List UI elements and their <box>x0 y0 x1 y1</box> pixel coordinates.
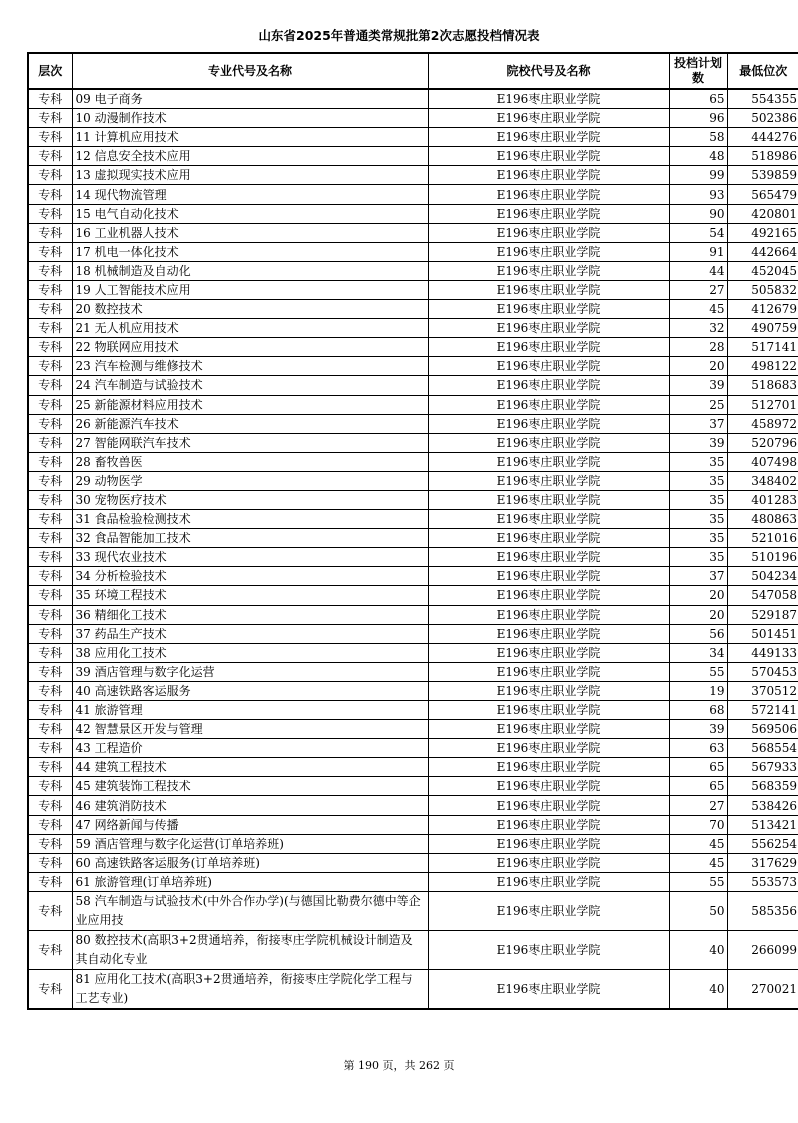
cell-school: E196枣庄职业学院 <box>428 261 669 280</box>
table-row <box>28 529 798 548</box>
cell-plan: 27 <box>669 280 727 299</box>
table-row <box>28 128 798 147</box>
cell-school: E196枣庄职业学院 <box>428 662 669 681</box>
cell-major: 36 精细化工技术 <box>72 605 428 624</box>
table-row <box>28 720 798 739</box>
table-header-row <box>28 53 798 89</box>
cell-major: 11 计算机应用技术 <box>72 128 428 147</box>
cell-rank: 401283 <box>727 490 798 509</box>
cell-school: E196枣庄职业学院 <box>428 433 669 452</box>
cell-school: E196枣庄职业学院 <box>428 796 669 815</box>
cell-major: 37 药品生产技术 <box>72 624 428 643</box>
cell-level: 专科 <box>28 796 72 815</box>
cell-school: E196枣庄职业学院 <box>428 223 669 242</box>
cell-school: E196枣庄职业学院 <box>428 204 669 223</box>
cell-major: 22 物联网应用技术 <box>72 338 428 357</box>
cell-level: 专科 <box>28 280 72 299</box>
cell-rank: 520796 <box>727 433 798 452</box>
table-row <box>28 548 798 567</box>
table-row <box>28 930 798 969</box>
cell-school: E196枣庄职业学院 <box>428 319 669 338</box>
cell-rank: 518986 <box>727 147 798 166</box>
cell-major: 33 现代农业技术 <box>72 548 428 567</box>
cell-level: 专科 <box>28 891 72 930</box>
table-row <box>28 319 798 338</box>
cell-level: 专科 <box>28 300 72 319</box>
table-row <box>28 452 798 471</box>
cell-school: E196枣庄职业学院 <box>428 300 669 319</box>
header-level: 层次 <box>28 53 72 89</box>
cell-major: 80 数控技术(高职3+2贯通培养，衔接枣庄学院机械设计制造及其自动化专业 <box>72 930 428 969</box>
cell-school: E196枣庄职业学院 <box>428 643 669 662</box>
cell-plan: 91 <box>669 242 727 261</box>
cell-plan: 28 <box>669 338 727 357</box>
table-row <box>28 376 798 395</box>
cell-rank: 572141 <box>727 701 798 720</box>
cell-plan: 20 <box>669 605 727 624</box>
cell-rank: 538426 <box>727 796 798 815</box>
table-row <box>28 204 798 223</box>
cell-major: 35 环境工程技术 <box>72 586 428 605</box>
cell-rank: 585356 <box>727 891 798 930</box>
cell-major: 38 应用化工技术 <box>72 643 428 662</box>
table-row <box>28 872 798 891</box>
cell-rank: 490759 <box>727 319 798 338</box>
table-row <box>28 223 798 242</box>
cell-major: 34 分析检验技术 <box>72 567 428 586</box>
table-row <box>28 739 798 758</box>
table-row <box>28 109 798 128</box>
table-row <box>28 490 798 509</box>
cell-level: 专科 <box>28 739 72 758</box>
cell-school: E196枣庄职业学院 <box>428 853 669 872</box>
cell-school: E196枣庄职业学院 <box>428 338 669 357</box>
cell-major: 31 食品检验检测技术 <box>72 510 428 529</box>
table-row <box>28 605 798 624</box>
cell-major: 46 建筑消防技术 <box>72 796 428 815</box>
cell-school: E196枣庄职业学院 <box>428 930 669 969</box>
cell-level: 专科 <box>28 605 72 624</box>
cell-level: 专科 <box>28 338 72 357</box>
cell-school: E196枣庄职业学院 <box>428 624 669 643</box>
cell-plan: 65 <box>669 89 727 109</box>
cell-school: E196枣庄职业学院 <box>428 452 669 471</box>
table-row <box>28 777 798 796</box>
cell-school: E196枣庄职业学院 <box>428 739 669 758</box>
cell-school: E196枣庄职业学院 <box>428 834 669 853</box>
cell-school: E196枣庄职业学院 <box>428 701 669 720</box>
table-row <box>28 147 798 166</box>
cell-level: 专科 <box>28 109 72 128</box>
cell-level: 专科 <box>28 548 72 567</box>
cell-rank: 553573 <box>727 872 798 891</box>
cell-level: 专科 <box>28 166 72 185</box>
cell-major: 16 工业机器人技术 <box>72 223 428 242</box>
cell-plan: 96 <box>669 109 727 128</box>
cell-major: 28 畜牧兽医 <box>72 452 428 471</box>
cell-major: 47 网络新闻与传播 <box>72 815 428 834</box>
table-row <box>28 891 798 930</box>
cell-rank: 510196 <box>727 548 798 567</box>
cell-plan: 39 <box>669 433 727 452</box>
cell-plan: 19 <box>669 681 727 700</box>
cell-level: 专科 <box>28 89 72 109</box>
table-row <box>28 681 798 700</box>
cell-major: 26 新能源汽车技术 <box>72 414 428 433</box>
cell-level: 专科 <box>28 815 72 834</box>
cell-school: E196枣庄职业学院 <box>428 242 669 261</box>
cell-plan: 35 <box>669 510 727 529</box>
cell-rank: 565479 <box>727 185 798 204</box>
cell-level: 专科 <box>28 586 72 605</box>
cell-plan: 90 <box>669 204 727 223</box>
cell-level: 专科 <box>28 357 72 376</box>
cell-plan: 34 <box>669 643 727 662</box>
cell-level: 专科 <box>28 969 72 1009</box>
table-row <box>28 89 798 109</box>
table-row <box>28 834 798 853</box>
cell-school: E196枣庄职业学院 <box>428 280 669 299</box>
cell-major: 14 现代物流管理 <box>72 185 428 204</box>
cell-level: 专科 <box>28 643 72 662</box>
table-row <box>28 624 798 643</box>
cell-school: E196枣庄职业学院 <box>428 166 669 185</box>
table-row <box>28 185 798 204</box>
cell-level: 专科 <box>28 681 72 700</box>
cell-school: E196枣庄职业学院 <box>428 395 669 414</box>
cell-rank: 568359 <box>727 777 798 796</box>
cell-rank: 480863 <box>727 510 798 529</box>
cell-major: 45 建筑装饰工程技术 <box>72 777 428 796</box>
cell-school: E196枣庄职业学院 <box>428 872 669 891</box>
cell-major: 39 酒店管理与数字化运营 <box>72 662 428 681</box>
cell-rank: 492165 <box>727 223 798 242</box>
cell-plan: 70 <box>669 815 727 834</box>
cell-plan: 39 <box>669 720 727 739</box>
cell-plan: 58 <box>669 128 727 147</box>
table-row <box>28 357 798 376</box>
cell-rank: 567933 <box>727 758 798 777</box>
cell-rank: 547058 <box>727 586 798 605</box>
cell-rank: 505832 <box>727 280 798 299</box>
cell-major: 42 智慧景区开发与管理 <box>72 720 428 739</box>
cell-major: 43 工程造价 <box>72 739 428 758</box>
cell-plan: 35 <box>669 548 727 567</box>
cell-major: 60 高速铁路客运服务(订单培养班) <box>72 853 428 872</box>
cell-level: 专科 <box>28 701 72 720</box>
table-row <box>28 758 798 777</box>
cell-rank: 348402 <box>727 471 798 490</box>
cell-school: E196枣庄职业学院 <box>428 681 669 700</box>
table-row <box>28 510 798 529</box>
cell-major: 15 电气自动化技术 <box>72 204 428 223</box>
cell-plan: 65 <box>669 777 727 796</box>
header-major: 专业代号及名称 <box>72 53 428 89</box>
table-row <box>28 414 798 433</box>
cell-level: 专科 <box>28 930 72 969</box>
cell-plan: 40 <box>669 969 727 1009</box>
cell-school: E196枣庄职业学院 <box>428 720 669 739</box>
table-row <box>28 338 798 357</box>
cell-major: 59 酒店管理与数字化运营(订单培养班) <box>72 834 428 853</box>
cell-plan: 39 <box>669 376 727 395</box>
cell-plan: 32 <box>669 319 727 338</box>
cell-plan: 54 <box>669 223 727 242</box>
cell-plan: 35 <box>669 471 727 490</box>
cell-rank: 502386 <box>727 109 798 128</box>
cell-major: 24 汽车制造与试验技术 <box>72 376 428 395</box>
cell-level: 专科 <box>28 395 72 414</box>
table-row <box>28 567 798 586</box>
cell-level: 专科 <box>28 414 72 433</box>
cell-plan: 63 <box>669 739 727 758</box>
cell-plan: 93 <box>669 185 727 204</box>
cell-rank: 452045 <box>727 261 798 280</box>
cell-rank: 521016 <box>727 529 798 548</box>
cell-rank: 539859 <box>727 166 798 185</box>
cell-school: E196枣庄职业学院 <box>428 357 669 376</box>
cell-major: 41 旅游管理 <box>72 701 428 720</box>
table-row <box>28 261 798 280</box>
cell-rank: 556254 <box>727 834 798 853</box>
cell-school: E196枣庄职业学院 <box>428 777 669 796</box>
cell-school: E196枣庄职业学院 <box>428 529 669 548</box>
table-row <box>28 969 798 1009</box>
table-row <box>28 242 798 261</box>
cell-plan: 27 <box>669 796 727 815</box>
table-row <box>28 395 798 414</box>
cell-plan: 20 <box>669 357 727 376</box>
cell-rank: 554355 <box>727 89 798 109</box>
cell-major: 10 动漫制作技术 <box>72 109 428 128</box>
cell-rank: 317629 <box>727 853 798 872</box>
cell-level: 专科 <box>28 204 72 223</box>
cell-school: E196枣庄职业学院 <box>428 586 669 605</box>
cell-rank: 444276 <box>727 128 798 147</box>
table-row <box>28 166 798 185</box>
cell-rank: 504234 <box>727 567 798 586</box>
cell-plan: 50 <box>669 891 727 930</box>
cell-school: E196枣庄职业学院 <box>428 147 669 166</box>
cell-level: 专科 <box>28 834 72 853</box>
cell-school: E196枣庄职业学院 <box>428 414 669 433</box>
cell-school: E196枣庄职业学院 <box>428 548 669 567</box>
cell-major: 19 人工智能技术应用 <box>72 280 428 299</box>
cell-plan: 20 <box>669 586 727 605</box>
cell-school: E196枣庄职业学院 <box>428 185 669 204</box>
cell-school: E196枣庄职业学院 <box>428 567 669 586</box>
cell-major: 29 动物医学 <box>72 471 428 490</box>
table-row <box>28 586 798 605</box>
cell-school: E196枣庄职业学院 <box>428 815 669 834</box>
cell-plan: 45 <box>669 853 727 872</box>
cell-plan: 99 <box>669 166 727 185</box>
admission-table <box>27 52 798 1010</box>
header-school: 院校代号及名称 <box>428 53 669 89</box>
cell-major: 61 旅游管理(订单培养班) <box>72 872 428 891</box>
cell-level: 专科 <box>28 490 72 509</box>
cell-major: 30 宠物医疗技术 <box>72 490 428 509</box>
cell-level: 专科 <box>28 853 72 872</box>
cell-rank: 458972 <box>727 414 798 433</box>
cell-rank: 407498 <box>727 452 798 471</box>
cell-plan: 56 <box>669 624 727 643</box>
cell-plan: 65 <box>669 758 727 777</box>
cell-plan: 40 <box>669 930 727 969</box>
cell-plan: 45 <box>669 834 727 853</box>
cell-major: 20 数控技术 <box>72 300 428 319</box>
cell-plan: 55 <box>669 872 727 891</box>
cell-major: 40 高速铁路客运服务 <box>72 681 428 700</box>
cell-level: 专科 <box>28 128 72 147</box>
cell-level: 专科 <box>28 452 72 471</box>
cell-rank: 529187 <box>727 605 798 624</box>
cell-school: E196枣庄职业学院 <box>428 605 669 624</box>
cell-rank: 370512 <box>727 681 798 700</box>
cell-level: 专科 <box>28 223 72 242</box>
cell-rank: 517141 <box>727 338 798 357</box>
cell-major: 32 食品智能加工技术 <box>72 529 428 548</box>
cell-level: 专科 <box>28 529 72 548</box>
cell-level: 专科 <box>28 510 72 529</box>
table-row <box>28 300 798 319</box>
cell-plan: 48 <box>669 147 727 166</box>
cell-major: 18 机械制造及自动化 <box>72 261 428 280</box>
cell-school: E196枣庄职业学院 <box>428 471 669 490</box>
cell-major: 81 应用化工技术(高职3+2贯通培养，衔接枣庄学院化学工程与工艺专业) <box>72 969 428 1009</box>
cell-rank: 449133 <box>727 643 798 662</box>
cell-rank: 270021 <box>727 969 798 1009</box>
cell-major: 27 智能网联汽车技术 <box>72 433 428 452</box>
cell-school: E196枣庄职业学院 <box>428 969 669 1009</box>
cell-major: 12 信息安全技术应用 <box>72 147 428 166</box>
cell-school: E196枣庄职业学院 <box>428 891 669 930</box>
page-footer: 第 190 页，共 262 页 <box>343 1059 455 1072</box>
cell-rank: 568554 <box>727 739 798 758</box>
cell-rank: 412679 <box>727 300 798 319</box>
cell-school: E196枣庄职业学院 <box>428 758 669 777</box>
cell-major: 09 电子商务 <box>72 89 428 109</box>
cell-rank: 442664 <box>727 242 798 261</box>
cell-plan: 55 <box>669 662 727 681</box>
cell-school: E196枣庄职业学院 <box>428 128 669 147</box>
cell-school: E196枣庄职业学院 <box>428 89 669 109</box>
cell-level: 专科 <box>28 261 72 280</box>
cell-major: 21 无人机应用技术 <box>72 319 428 338</box>
cell-major: 13 虚拟现实技术应用 <box>72 166 428 185</box>
cell-school: E196枣庄职业学院 <box>428 510 669 529</box>
cell-plan: 35 <box>669 490 727 509</box>
cell-level: 专科 <box>28 242 72 261</box>
table-row <box>28 853 798 872</box>
cell-rank: 513421 <box>727 815 798 834</box>
cell-major: 58 汽车制造与试验技术(中外合作办学)(与德国比勒费尔德中等企业应用技 <box>72 891 428 930</box>
cell-level: 专科 <box>28 319 72 338</box>
header-plan: 投档计划数 <box>669 53 727 89</box>
cell-school: E196枣庄职业学院 <box>428 376 669 395</box>
cell-rank: 420801 <box>727 204 798 223</box>
cell-rank: 512701 <box>727 395 798 414</box>
cell-level: 专科 <box>28 147 72 166</box>
cell-level: 专科 <box>28 872 72 891</box>
cell-plan: 25 <box>669 395 727 414</box>
cell-major: 25 新能源材料应用技术 <box>72 395 428 414</box>
cell-rank: 518683 <box>727 376 798 395</box>
cell-major: 17 机电一体化技术 <box>72 242 428 261</box>
table-row <box>28 643 798 662</box>
cell-level: 专科 <box>28 662 72 681</box>
table-body <box>28 89 798 1009</box>
header-rank: 最低位次 <box>727 53 798 89</box>
cell-major: 44 建筑工程技术 <box>72 758 428 777</box>
cell-plan: 35 <box>669 452 727 471</box>
cell-rank: 570453 <box>727 662 798 681</box>
table-row <box>28 280 798 299</box>
cell-rank: 569506 <box>727 720 798 739</box>
cell-plan: 45 <box>669 300 727 319</box>
cell-level: 专科 <box>28 758 72 777</box>
cell-level: 专科 <box>28 376 72 395</box>
cell-rank: 501451 <box>727 624 798 643</box>
cell-plan: 37 <box>669 567 727 586</box>
page-title: 山东省2025年普通类常规批第2次志愿投档情况表 <box>258 28 540 43</box>
table-row <box>28 662 798 681</box>
cell-plan: 35 <box>669 529 727 548</box>
table-row <box>28 815 798 834</box>
cell-level: 专科 <box>28 624 72 643</box>
table-row <box>28 796 798 815</box>
cell-rank: 266099 <box>727 930 798 969</box>
table-row <box>28 471 798 490</box>
cell-level: 专科 <box>28 720 72 739</box>
cell-plan: 37 <box>669 414 727 433</box>
cell-plan: 44 <box>669 261 727 280</box>
cell-plan: 68 <box>669 701 727 720</box>
cell-level: 专科 <box>28 185 72 204</box>
table-row <box>28 433 798 452</box>
cell-level: 专科 <box>28 433 72 452</box>
cell-level: 专科 <box>28 777 72 796</box>
cell-rank: 498122 <box>727 357 798 376</box>
cell-major: 23 汽车检测与维修技术 <box>72 357 428 376</box>
table-row <box>28 701 798 720</box>
cell-school: E196枣庄职业学院 <box>428 490 669 509</box>
cell-level: 专科 <box>28 567 72 586</box>
cell-level: 专科 <box>28 471 72 490</box>
cell-school: E196枣庄职业学院 <box>428 109 669 128</box>
